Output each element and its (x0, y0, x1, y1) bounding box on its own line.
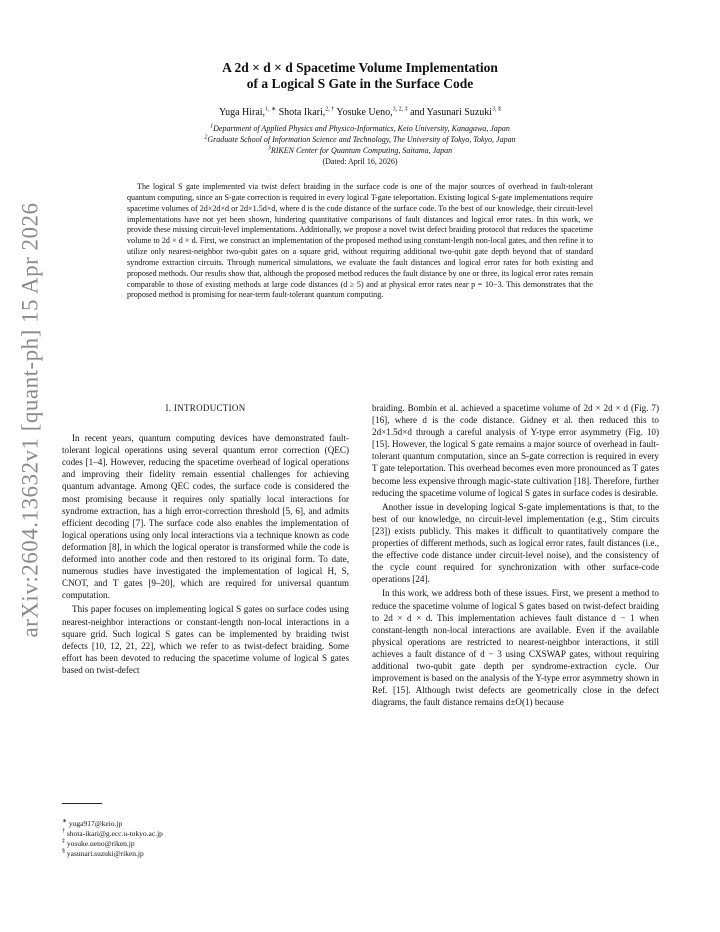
author-mark: 2, † (325, 106, 335, 113)
abstract (127, 182, 593, 301)
affiliation-2 (100, 134, 620, 145)
affiliation-text: RIKEN Center for Quantum Computing, Saitama, Japan (270, 146, 453, 155)
abstract-text: The logical S gate implemented via twist defect braiding in the surface code is one of the major sources of overhead in fault-tolerant quantum computing, since an S-gate correction is required in every logical T-gate teleportation. Existing logical S-gate implementations require spacetime volumes of 2d×2d×d or 2d×1.5d×d, where d is the code distance of the surface code. To the best of our knowledge, their circuit-level implementations have not yet been shown, hindering quantitative comparisons of fault distances and logical error rates. In this work, we provide these missing circuit-level implementations. Additionally, we propose a novel twist defect braiding protocol that reduces the spacetime volume to 2d × d × d. First, we construct an implementation of the proposed method using constant-length non-local gates, and then refine it to utilize only nearest-neighbor two-qubit gates on a square grid, without requiring additional two-qubit gate depth beyond that of standard syndrome extraction circuits. Through numerical simulations, we evaluate the fault distances and logical error rates for both existing and proposed methods. Our results show that, although the proposed method reduces the fault distance by one or three, its logical error rates remain comparable to those of existing methods at large code distances (d ≥ 5) and at physical error rates near p = 10−3. This demonstrates that the proposed method is promising for near-term fault-tolerant quantum computing. (127, 182, 593, 300)
affiliation-mark: 3 (267, 145, 271, 152)
footnote-mark: ‡ (62, 838, 65, 845)
title-line-1: A 2d × d × d Spacetime Volume Implementation (222, 60, 498, 75)
affiliation-text: Graduate School of Information Science and Technology, The University of Tokyo, Tokyo, Japan (207, 135, 516, 144)
footnotes (62, 819, 349, 859)
author-name: Yosuke Ueno, (334, 107, 393, 118)
author-name: and Yasunari Suzuki (407, 107, 493, 118)
affiliation-text: Department of Applied Physics and Physico-Informatics, Keio University, Kanagawa, Japan (213, 124, 510, 133)
paragraph: In recent years, quantum computing devices have demonstrated fault-tolerant logical operations using several quantum error correction (QEC) codes [1–4]. However, reducing the spacetime overhead of logical operations and improving their fidelity remain essential challenges for achieving quantum advantage. Among QEC codes, the surface code is considered the most promising because it requires only spatially local interactions for syndrome extraction, has a high error-correction threshold [5, 6], and admits efficient decoding [7]. The surface code also enables the implementation of logical operations using only local interactions via a technique known as code deformation [8], in which the logical operator is transformed while the code is deformed into another code and then restored to its original form. To date, numerous studies have investigated the implementation of logical H, S, CNOT, and T gates [9–20], which are required for universal quantum computation. (62, 433, 349, 601)
footnote-mark: ∗ (62, 818, 68, 825)
paragraph: Another issue in developing logical S-gate implementations is that, to the best of our knowledge, no circuit-level implementation (e.g., Stim circuits [23]) exists publicly. This makes it difficult to quantitatively compare the properties of different methods, such as logical error rates, fault distances (i.e., the effective code distance under circuit-level noise), and the consistency of the cycle count required for synchronization with other surface-code operations [24]. (372, 501, 659, 585)
left-column (62, 402, 349, 678)
footnote (62, 839, 349, 849)
footnote-email[interactable]: shota-ikari@g.ecc.u-tokyo.ac.jp (66, 829, 163, 838)
paragraph: This paper focuses on implementing logical S gates on surface codes using nearest-neighbor interactions or constant-length non-local interactions in a square grid. Such logical S gates can be implemented by braiding twist defects [10, 12, 21, 22], which we refer to as twist-defect braiding. Some effort has been devoted to reducing the spacetime volume of logical S gates based on twist-defect (62, 604, 349, 675)
affiliation-mark: 1 (210, 123, 214, 130)
title-line-2: of a Logical S Gate in the Surface Code (246, 76, 474, 91)
footnote-mark: § (62, 848, 65, 855)
author-name: Shota Ikari, (276, 107, 326, 118)
footnote-email[interactable]: yosuke.ueno@riken.jp (66, 839, 135, 848)
author-mark: 3, § (492, 106, 502, 113)
author-mark: 3, 2, ‡ (392, 106, 408, 113)
affiliation-mark: 2 (204, 134, 208, 141)
footnote (62, 829, 349, 839)
footnote (62, 819, 349, 829)
author-block (100, 106, 620, 167)
affiliation-1 (100, 123, 620, 134)
footnote-email[interactable]: yuga917@keio.jp (68, 819, 123, 828)
arxiv-id-text: arXiv:2604.13632v1 [quant-ph] 15 Apr 2026 (18, 202, 43, 638)
footnote (62, 849, 349, 859)
section-heading-introduction: I. INTRODUCTION (165, 403, 246, 413)
paragraph: In this work, we address both of these issues. First, we present a method to reduce the spacetime volume of logical S gates based on twist-defect braiding to 2d × d × d. This implementation achieves fault distance d − 1 when constant-length non-local interactions are available. Even if the available physical operations are restricted to nearest-neighbor interactions, it still achieves a fault distance of d − 3 using CXSWAP gates, without requiring additional two-qubit gate depth per syndrome-extraction cycle. Our improvement is based on the analysis of the Y-type error asymmetry shown in Ref. [15]. Although twist defects are geometrically close in the defect diagrams, the fault distance remains d±O(1) because (372, 588, 659, 708)
dated-line: (Dated: April 16, 2026) (322, 157, 398, 166)
footnote-email[interactable]: yasunari.suzuki@riken.jp (66, 849, 144, 858)
affiliation-3 (100, 145, 620, 156)
footnote-mark: † (62, 828, 65, 835)
author-name: Yuga Hirai, (218, 107, 266, 118)
arxiv-sidebar-stamp (2, 170, 60, 670)
footnote-divider (62, 803, 102, 804)
right-column (372, 402, 659, 710)
author-list (100, 106, 620, 119)
paragraph: braiding. Bombín et al. achieved a spacetime volume of 2d × 2d × d (Fig. 7) [16], where d is the code distance. Gidney et al. then reduced this to 2d×1.5d×d through a careful analysis of Y-type error asymmetry (Fig. 10) [15]. However, the logical S gate remains a major source of overhead in fault-tolerant quantum computation, since an S-gate correction is required in every T gate teleportation. This overhead becomes even more pronounced as T gates become less expensive through magic-state cultivation [18]. Therefore, further reducing the spacetime volume of logical S gates in surface codes is desirable. (372, 403, 659, 498)
author-mark: 1, ∗ (265, 106, 277, 113)
paper-title (150, 60, 570, 92)
